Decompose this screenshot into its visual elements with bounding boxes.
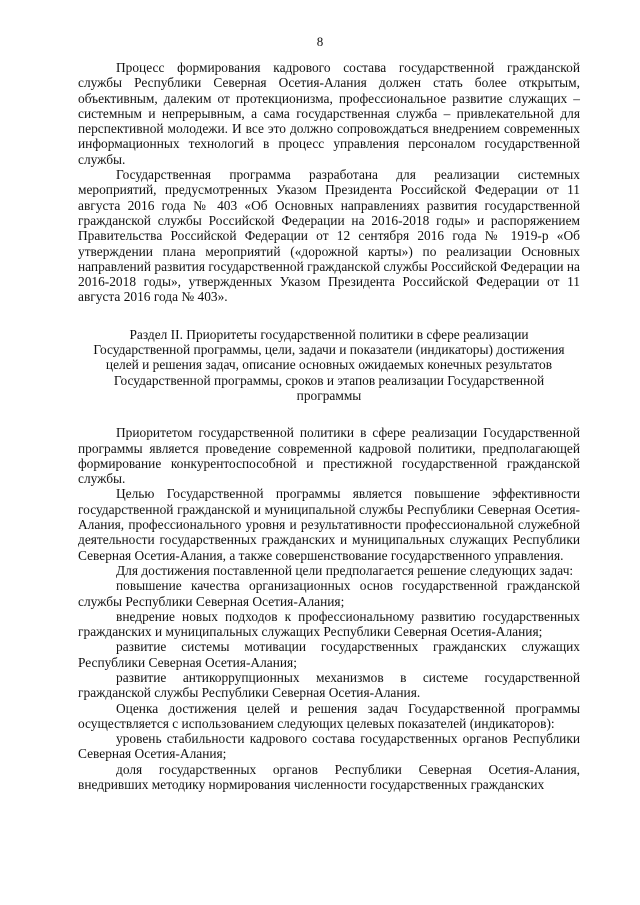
paragraph: Оценка достижения целей и решения задач Государственной программы осуществляется с использованием следующих целевых показателей (индикаторов): [78, 700, 580, 731]
paragraph: Процесс формирования кадрового состава государственной гражданской службы Республики Северная Осетия-Алания должен стать более открытым, объективным, далеким от протекционизма, профессиональное развитие служащих – системным и непрерывным, а сама государственная служба – привлекательной для перспективной молодежи. И все это должно сопровождаться внедрением современных информационных технологий в процесс управления персоналом государственной службы. [78, 60, 580, 167]
paragraph: Для достижения поставленной цели предполагается решение следующих задач: [116, 562, 574, 578]
section-heading: Раздел II. Приоритеты государственной политики в сфере реализации Государственной программы, цели, задачи и показатели (индикаторы) достижения целей и решения задач, описание основных ожидаемых конечных результатов Государственной программы, сроков и этапов реализации Государственной программы [93, 326, 565, 403]
paragraph: Государственная программа разработана для реализации системных мероприятий, предусмотренных Указом Президента Российской Федерации от 11 августа 2016 года № 403 «Об Основных направлениях развития государственной гражданской службы Российской Федерации на 2016-2018 годы» и распоряжением Правительства Российской Федерации от 12 сентября 2016 года № 1919-р «Об утверждении плана мероприятий («дорожной карты») по реализации Основных направлений развития государственной гражданской службы Российской Федерации на 2016-2018 годы», утвержденных Указом Президента Российской Федерации от 11 августа 2016 года № 403». [78, 167, 580, 305]
list-item: повышение качества организационных основ государственной гражданской службы Республики Северная Осетия-Алания; [78, 578, 580, 609]
list-item: внедрение новых подходов к профессиональному развитию государственных гражданских и муниципальных служащих Республики Северная Осетия-Алания; [78, 608, 580, 640]
paragraph: Приоритетом государственной политики в сфере реализации Государственной программы является проведение современной кадровой политики, предполагающей формирование конкурентоспособной и престижной государственной гражданской службы. [78, 425, 580, 487]
document-body [78, 60, 580, 792]
list-item: уровень стабильности кадрового состава государственных органов Республики Северная Осетия-Алания; [78, 731, 580, 762]
paragraph: Целью Государственной программы является повышение эффективности государственной гражданской и муниципальной службы Республики Северная Осетия-Алания, профессионального уровня и результативности профессиональной служебной деятельности государственных гражданских и муниципальных служащих Республики Северная Осетия-Алания, а также совершенствование государственного управления. [78, 486, 580, 563]
list-item: развитие антикоррупционных механизмов в системе государственной гражданской службы Республики Северная Осетия-Алания. [78, 669, 580, 701]
list-item: развитие системы мотивации государственных гражданских служащих Республики Северная Осетия-Алания; [78, 639, 580, 670]
list-item: доля государственных органов Республики Северная Осетия-Алания, внедривших методику нормирования численности государственных гражданских [78, 761, 580, 793]
page-number: 8 [316, 34, 324, 49]
